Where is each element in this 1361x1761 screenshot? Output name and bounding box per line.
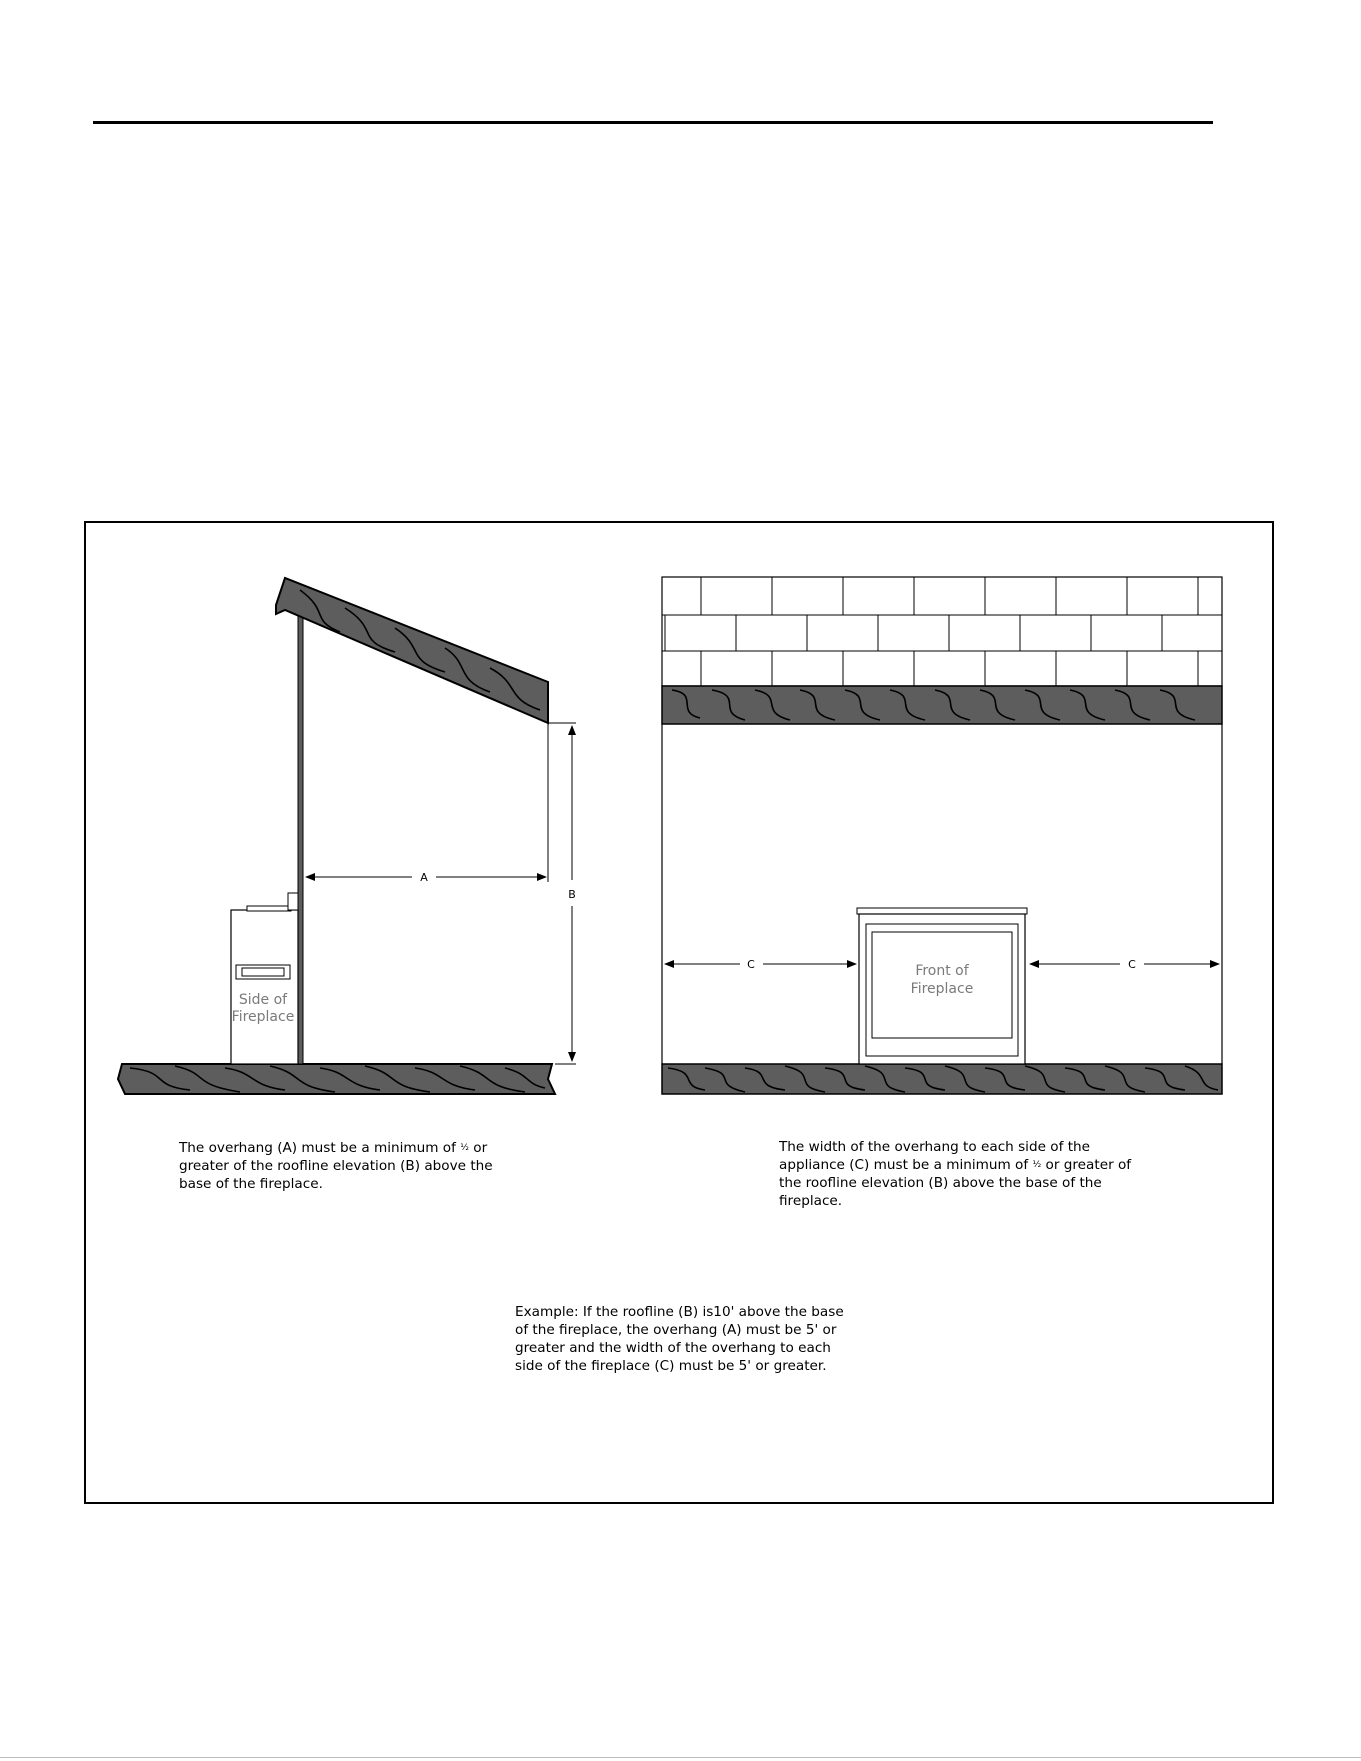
front-ground-slab xyxy=(662,1064,1222,1094)
side-fireplace-label: Fireplace xyxy=(231,1009,295,1025)
caption-overhang-a xyxy=(179,1139,524,1193)
dim-a-label: A xyxy=(420,871,428,884)
dimension-b xyxy=(548,723,576,1064)
caption-example: Example: If the roofline (B) is10' above the base of the fireplace, the overhang (A) must be 5' or greater and the width of the overhang to each side of the fireplace (C) must be 5' or greater. xyxy=(515,1304,844,1374)
caption-overhang-c xyxy=(779,1138,1144,1210)
front-fireplace-label: Fireplace xyxy=(910,981,974,997)
front-view xyxy=(662,577,1222,1094)
dim-b-label: B xyxy=(568,888,576,901)
dimension-c-right xyxy=(1030,958,1219,971)
caption-right-fraction: ½ xyxy=(1032,1160,1042,1170)
side-wall xyxy=(298,612,303,1064)
front-of-label: Front of xyxy=(915,963,969,979)
side-view xyxy=(118,578,576,1094)
caption-left-text-1: The overhang (A) must be a minimum of xyxy=(179,1140,461,1156)
caption-left-fraction: ½ xyxy=(460,1143,469,1153)
footer-rule xyxy=(0,1757,1361,1758)
caption-right-text-1: The width of the overhang to each side of the appliance (C) must be a minimum of xyxy=(779,1139,1091,1173)
dimension-a xyxy=(306,723,548,884)
brick-wall xyxy=(662,577,1222,686)
dimension-c-left xyxy=(665,958,856,971)
dim-c-right-label: C xyxy=(1128,958,1136,971)
caption-right-text-2: or greater of the roofline elevation (B) above the base of the fireplace. xyxy=(779,1157,1132,1209)
caption-left-text-2: or greater of the roofline elevation (B) above the base of the fireplace. xyxy=(179,1140,493,1192)
side-fireplace xyxy=(231,893,298,1064)
header-beam xyxy=(662,686,1222,724)
side-roof xyxy=(276,578,548,723)
side-ground-slab xyxy=(118,1064,555,1094)
front-fireplace xyxy=(857,908,1027,1064)
side-of-label: Side of xyxy=(238,992,288,1008)
dim-c-left-label: C xyxy=(747,958,755,971)
